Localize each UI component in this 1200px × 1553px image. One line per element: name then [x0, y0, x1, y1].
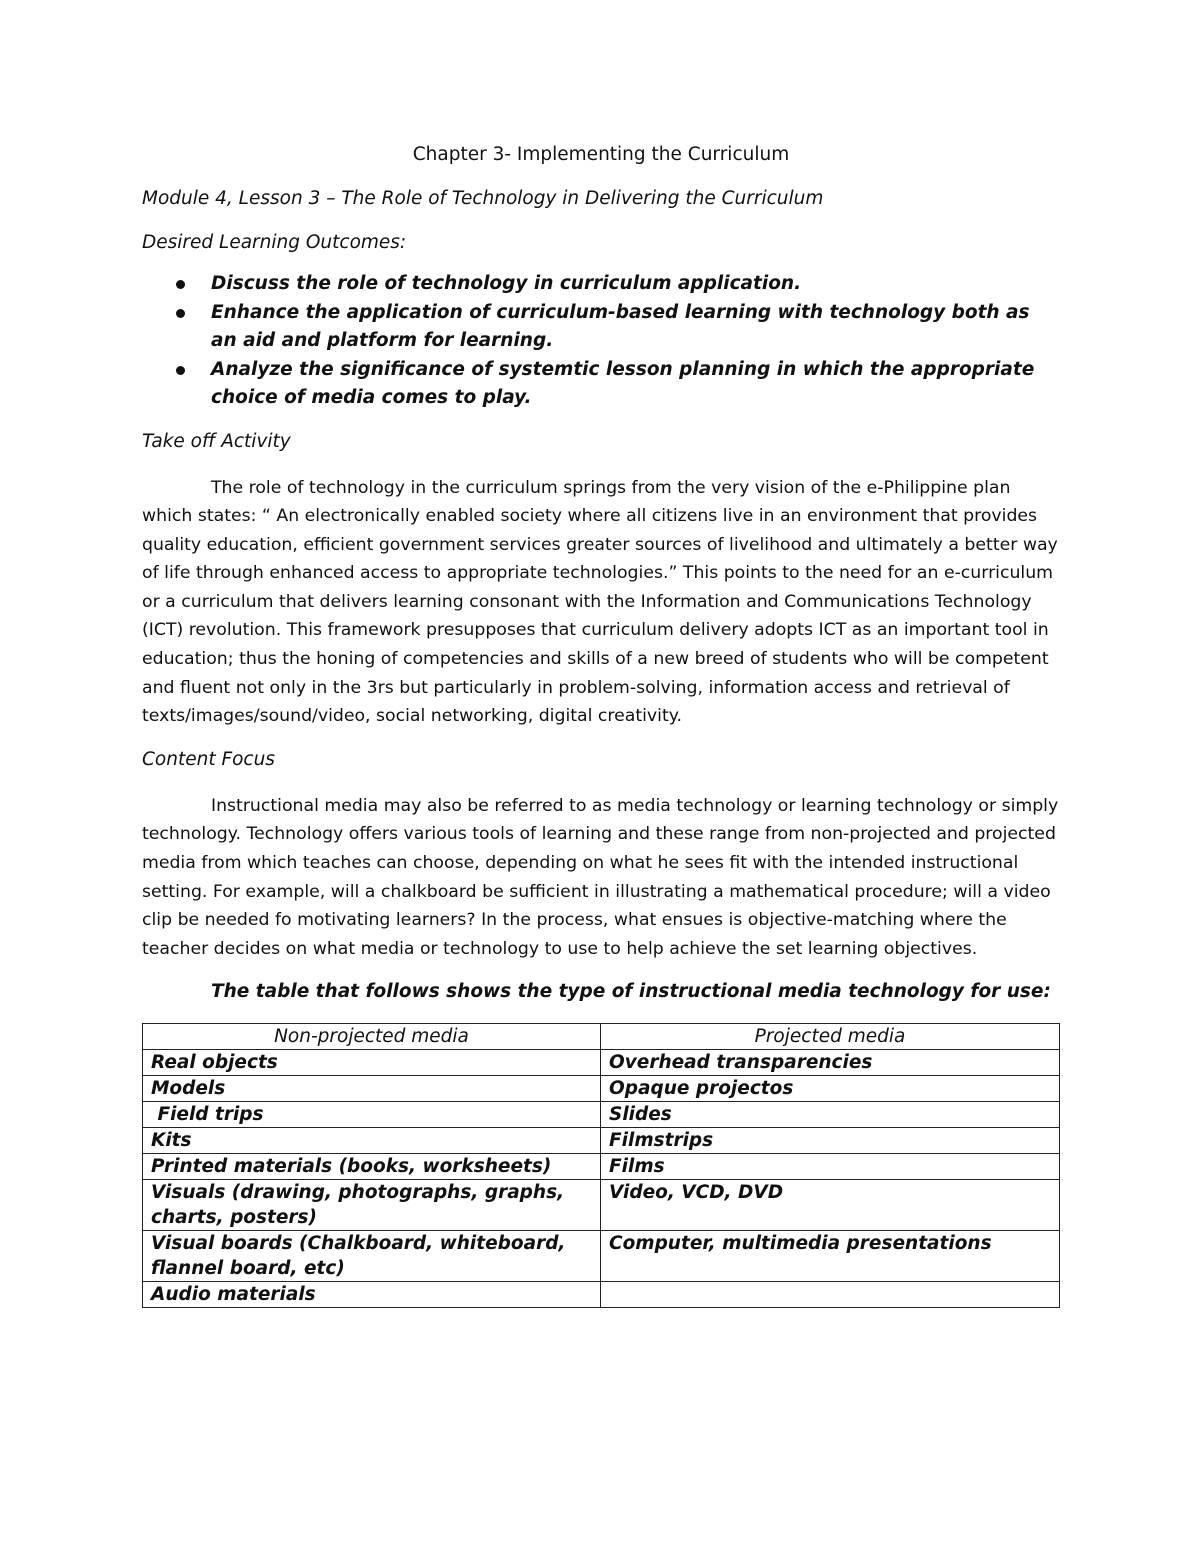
table-row	[143, 1231, 1060, 1282]
table-cell: Video, VCD, DVD	[601, 1180, 1060, 1231]
table-cell: Overhead transparencies	[601, 1050, 1060, 1076]
outcome-item	[142, 299, 1060, 356]
header-non-projected: Non-projected media	[143, 1024, 601, 1050]
outcomes-list	[142, 270, 1060, 413]
table-row	[143, 1282, 1060, 1308]
table-row	[143, 1154, 1060, 1180]
table-row	[143, 1050, 1060, 1076]
document-content	[142, 140, 1060, 1308]
content-focus-heading: Content Focus	[142, 748, 275, 770]
takeoff-paragraph: The role of technology in the curriculum springs from the very vision of the e-Philippine plan which states: “ An electronically enabled society where all citizens live in an environment that provides quality education, efficient government services greater sources of livelihood and ultimately a better way of life through enhanced access to appropriate technologies.” This points to the need for an e-curriculum or a curriculum that delivers learning consonant with the Information and Communications Technology (ICT) revolution. This framework presupposes that curriculum delivery adopts ICT as an important tool in education; thus the honing of competencies and skills of a new breed of students who will be competent and fluent not only in the 3rs but particularly in problem-solving, information access and retrieval of texts/images/sound/video, social networking, digital creativity.	[142, 477, 1058, 727]
bullet-icon	[176, 366, 185, 375]
table-cell: Films	[601, 1154, 1060, 1180]
table-caption: The table that follows shows the type of instructional media technology for use:	[211, 981, 1051, 1003]
takeoff-heading: Take off Activity	[142, 430, 291, 452]
bullet-icon	[176, 309, 185, 318]
header-projected: Projected media	[601, 1024, 1060, 1050]
table-cell: Real objects	[143, 1050, 601, 1076]
outcome-text: Enhance the application of curriculum-based learning with technology both as an aid and platform for learning.	[211, 301, 1030, 351]
table-cell: Models	[143, 1076, 601, 1102]
table-row	[143, 1102, 1060, 1128]
outcome-text: Discuss the role of technology in curriculum application.	[211, 273, 802, 294]
content-focus-paragraph: Instructional media may also be referred to as media technology or learning technology or simply technology. Technology offers various tools of learning and these range from non-projected and projected media from which teaches can choose, depending on what he sees fit with the intended instructional setting. For example, will a chalkboard be sufficient in illustrating a mathematical procedure; will a video clip be needed fo motivating learners? In the process, what ensues is objective-matching where the teacher decides on what media or technology to use to help achieve the set learning objectives.	[142, 795, 1059, 959]
outcome-text: Analyze the significance of systemtic lesson planning in which the appropriate choice of media comes to play.	[211, 358, 1035, 408]
outcomes-heading: Desired Learning Outcomes:	[142, 232, 407, 253]
table-cell: Computer, multimedia presentations	[601, 1231, 1060, 1282]
table-cell: Audio materials	[143, 1282, 601, 1308]
outcome-item	[142, 270, 1060, 299]
outcome-item	[142, 356, 1060, 413]
table-cell: Opaque projectos	[601, 1076, 1060, 1102]
module-title: Module 4, Lesson 3 – The Role of Technology in Delivering the Curriculum	[142, 188, 824, 209]
table-row	[143, 1076, 1060, 1102]
media-table	[142, 1023, 1060, 1308]
table-row	[143, 1128, 1060, 1154]
table-cell	[601, 1282, 1060, 1308]
table-cell: Visuals (drawing, photographs, graphs, charts, posters)	[143, 1180, 601, 1231]
table-cell: Visual boards (Chalkboard, whiteboard, flannel board, etc)	[143, 1231, 601, 1282]
table-cell: Field trips	[143, 1102, 601, 1128]
table-cell: Printed materials (books, worksheets)	[143, 1154, 601, 1180]
chapter-title: Chapter 3- Implementing the Curriculum	[412, 144, 790, 165]
bullet-icon	[176, 280, 185, 289]
table-row	[143, 1180, 1060, 1231]
table-header-row	[143, 1024, 1060, 1050]
table-cell: Kits	[143, 1128, 601, 1154]
table-cell: Filmstrips	[601, 1128, 1060, 1154]
table-cell: Slides	[601, 1102, 1060, 1128]
